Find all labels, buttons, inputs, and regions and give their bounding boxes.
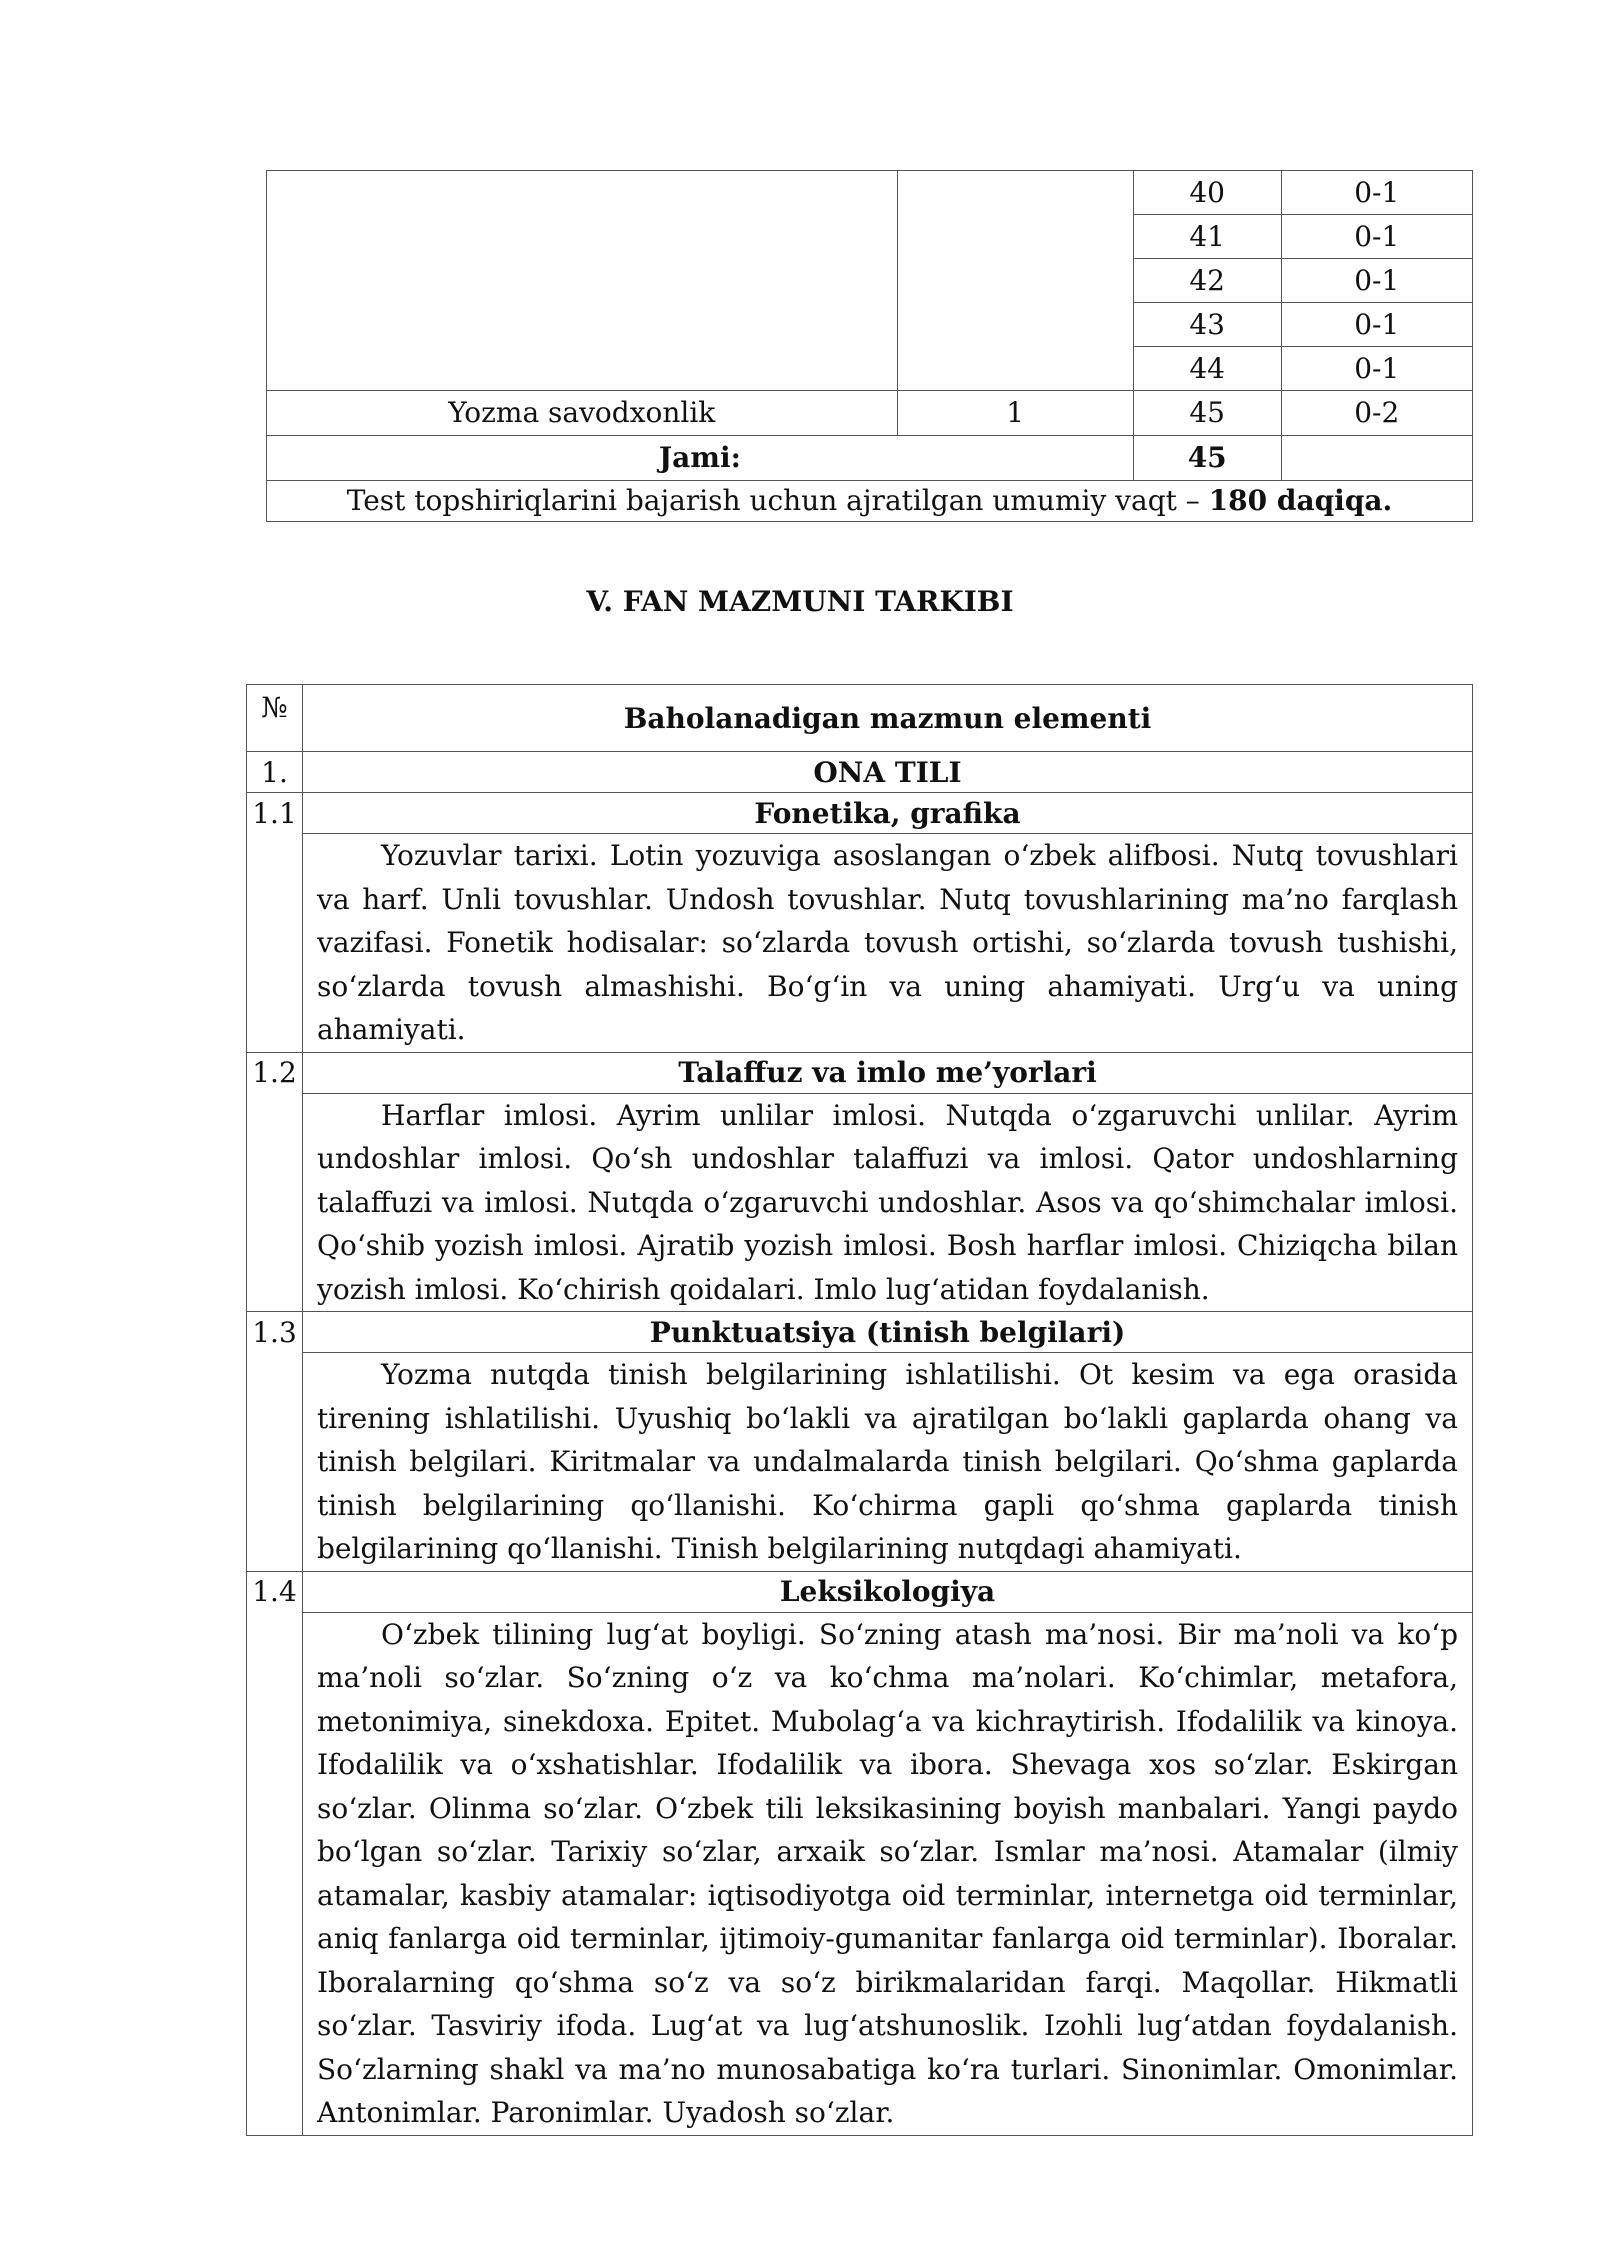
blank-cell <box>247 834 303 1053</box>
task-score: 0-1 <box>1281 259 1473 303</box>
task-number: 40 <box>1133 171 1281 215</box>
task-number: 43 <box>1133 303 1281 347</box>
score-table <box>266 170 1473 522</box>
blank-cell <box>897 171 1133 391</box>
subsection-title-row <box>247 1571 1473 1612</box>
subsection-body-row <box>247 1612 1473 2135</box>
content-header: Baholanadigan mazmun elementi <box>303 685 1473 752</box>
section-title: ONA TILI <box>303 752 1473 793</box>
subsection-text: Yozma nutqda tinish belgilarining ishlatilishi. Ot kesim va ega orasida tirening ishlatilishi. Uyushiq bo‘lakli va ajratilgan bo‘lakli gaplarda ohang va tinish belgilari. Kiritmalar va undalmalarda tinish belgilari. Qo‘shma gaplarda tinish belgilarining qo‘llanishi. Ko‘chirma gapli qo‘shma gaplarda tinish belgilarining qo‘llanishi. Tinish belgilarining nutqdagi ahamiyati. <box>303 1353 1473 1572</box>
subsection-title: Fonetika, grafika <box>303 793 1473 834</box>
total-value: 45 <box>1133 436 1281 481</box>
subsection-body-row <box>247 1353 1473 1572</box>
subsection-text: Yozuvlar tarixi. Lotin yozuviga asoslangan o‘zbek alifbosi. Nutq tovushlari va harf. Unli tovushlar. Undosh tovushlar. Nutq tovushlarining ma’no farqlash vazifasi. Fonetik hodisalar: so‘zlarda tovush ortishi, so‘zlarda tovush tushishi, so‘zlarda tovush almashishi. Bo‘g‘in va uning ahamiyati. Urg‘u va uning ahamiyati. <box>303 834 1473 1053</box>
total-label: Jami: <box>267 436 1134 481</box>
subsection-body-row <box>247 834 1473 1053</box>
number-header: № <box>247 685 303 752</box>
subsection-number: 1.2 <box>247 1052 303 1093</box>
section-number: 1. <box>247 752 303 793</box>
subsection-text: Harflar imlosi. Ayrim unlilar imlosi. Nutqda o‘zgaruvchi unlilar. Ayrim undoshlar imlosi. Qo‘sh undoshlar talaffuzi va imlosi. Qator undoshlarning talaffuzi va imlosi. Nutqda o‘zgaruvchi undoshlar. Asos va qo‘shimchalar imlosi. Qo‘shib yozish imlosi. Ajratib yozish imlosi. Bosh harflar imlosi. Chiziqcha bilan yozish imlosi. Ko‘chirish qoidalari. Imlo lug‘atidan foydalanish. <box>303 1093 1473 1312</box>
time-note-text: Test topshiriqlarini bajarish uchun ajratilgan umumiy vaqt – <box>346 484 1209 517</box>
task-score: 0-2 <box>1281 391 1473 436</box>
task-number: 45 <box>1133 391 1281 436</box>
subsection-number: 1.3 <box>247 1312 303 1353</box>
table-row <box>267 171 1473 215</box>
subsection-title: Punktuatsiya (tinish belgilari) <box>303 1312 1473 1353</box>
total-row <box>267 436 1473 481</box>
subsection-number: 1.4 <box>247 1571 303 1612</box>
header-row <box>247 685 1473 752</box>
note-row <box>267 481 1473 522</box>
section-heading: V. FAN MAZMUNI TARKIBI <box>586 585 1014 618</box>
content-table <box>246 684 1473 2136</box>
task-number: 44 <box>1133 347 1281 391</box>
blank-cell <box>247 1093 303 1312</box>
writing-row <box>267 391 1473 436</box>
task-score: 0-1 <box>1281 215 1473 259</box>
time-note-bold: 180 daqiqa. <box>1208 484 1393 517</box>
subsection-title: Talaffuz va imlo me’yorlari <box>303 1052 1473 1093</box>
main-section-row <box>247 752 1473 793</box>
time-note <box>267 481 1473 522</box>
blank-cell <box>247 1353 303 1572</box>
task-number: 41 <box>1133 215 1281 259</box>
subsection-body-row <box>247 1093 1473 1312</box>
blank-cell <box>1281 436 1473 481</box>
blank-cell <box>247 1612 303 2135</box>
blank-cell <box>267 171 898 391</box>
task-score: 0-1 <box>1281 171 1473 215</box>
task-score: 0-1 <box>1281 347 1473 391</box>
task-number: 42 <box>1133 259 1281 303</box>
subsection-title-row <box>247 793 1473 834</box>
subsection-title-row <box>247 1312 1473 1353</box>
writing-count: 1 <box>897 391 1133 436</box>
subsection-title: Leksikologiya <box>303 1571 1473 1612</box>
subsection-title-row <box>247 1052 1473 1093</box>
writing-label: Yozma savodxonlik <box>267 391 898 436</box>
task-score: 0-1 <box>1281 303 1473 347</box>
subsection-text: O‘zbek tilining lug‘at boyligi. So‘zning atash ma’nosi. Bir ma’noli va ko‘p ma’noli so‘zlar. So‘zning o‘z va ko‘chma ma’nolari. Ko‘chimlar, metafora, metonimiya, sinekdoxa. Epitet. Mubolag‘a va kichraytirish. Ifodalilik va kinoya. Ifodalilik va o‘xshatishlar. Ifodalilik va ibora. Shevaga xos so‘zlar. Eskirgan so‘zlar. Olinma so‘zlar. O‘zbek tili leksikasining boyish manbalari. Yangi paydo bo‘lgan so‘zlar. Tarixiy so‘zlar, arxaik so‘zlar. Ismlar ma’nosi. Atamalar (ilmiy atamalar, kasbiy atamalar: iqtisodiyotga oid terminlar, internetga oid terminlar, aniq fanlarga oid terminlar, ijtimoiy-gumanitar fanlarga oid terminlar). Iboralar. Iboralarning qo‘shma so‘z va so‘z birikmalaridan farqi. Maqollar. Hikmatli so‘zlar. Tasviriy ifoda. Lug‘at va lug‘atshunoslik. Izohli lug‘atdan foydalanish. So‘zlarning shakl va ma’no munosabatiga ko‘ra turlari. Sinonimlar. Omonimlar. Antonimlar. Paronimlar. Uyadosh so‘zlar. <box>303 1612 1473 2135</box>
subsection-number: 1.1 <box>247 793 303 834</box>
